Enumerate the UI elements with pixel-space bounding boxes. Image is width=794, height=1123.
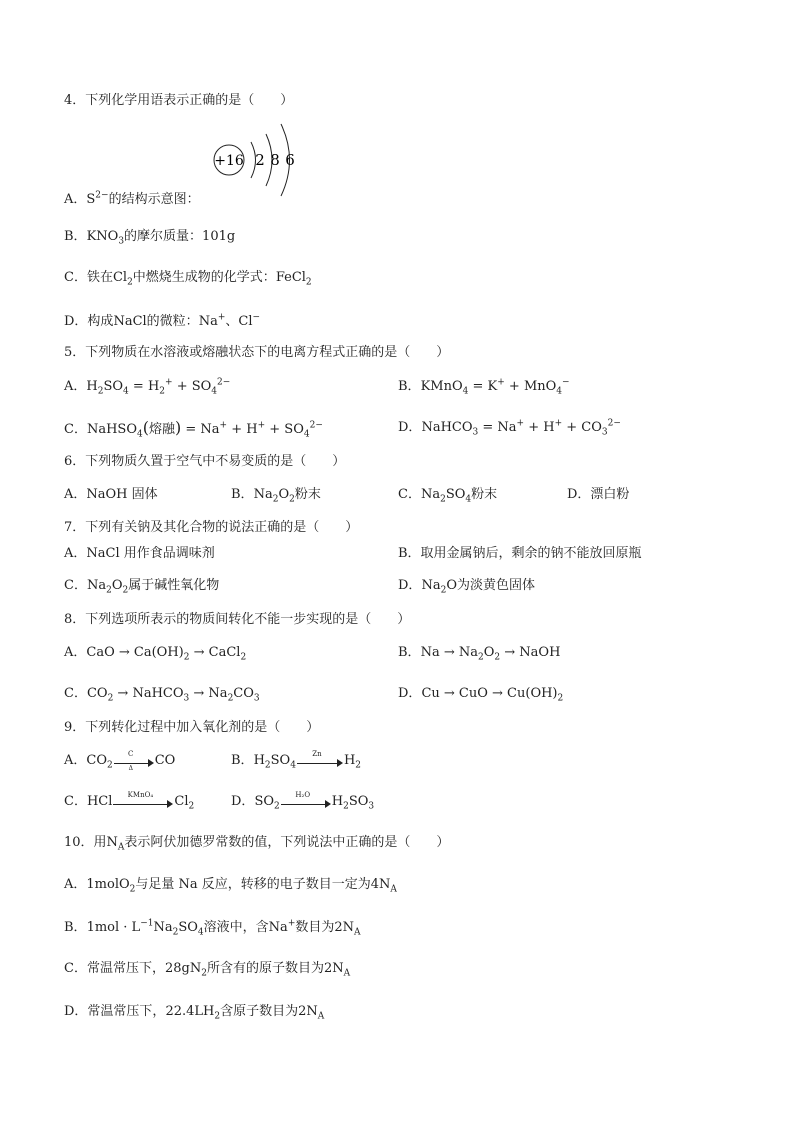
shell-1-electrons: 2	[255, 151, 265, 169]
q4-option-b[interactable]: B．$KNO_3$的摩尔质量：101g	[64, 229, 236, 247]
q5-option-c[interactable]: C．NaHSO$_4$(熔融) = $Na^+ + H^+ + SO_4^{2-}$	[64, 418, 323, 440]
q7-option-c[interactable]: C．$Na_2O_2$属于碱性氧化物	[64, 578, 220, 596]
q5-option-d[interactable]: D．NaHCO$_3$ = $Na^+ + H^+ + CO_3^{2-}$	[398, 418, 621, 438]
q6-option-a[interactable]: A．NaOH 固体	[64, 487, 158, 502]
q4-option-c[interactable]: C．铁在$Cl_2$中燃烧生成物的化学式：FeCl$_2$	[64, 270, 312, 288]
q5-option-a[interactable]: A．$H_2SO_4 = H_2^+ + SO_4^{2-}$	[64, 377, 231, 397]
q9-option-d[interactable]: D．$SO_2$ H₂O $H_2SO_3$	[231, 790, 375, 812]
q9-option-c[interactable]: C．HCl KMnO₄ $Cl_2$	[64, 790, 195, 812]
q6-stem: 6．下列物质久置于空气中不易变质的是（ ）	[64, 454, 346, 469]
q8-stem: 8．下列选项所表示的物质间转化不能一步实现的是（ ）	[64, 612, 411, 627]
nucleus-charge: +16	[214, 153, 244, 169]
q7-option-a[interactable]: A．NaCl 用作食品调味剂	[64, 546, 215, 561]
q8-option-b[interactable]: B．$Na \to Na_2O_2$ → NaOH	[398, 645, 561, 663]
q9-option-b[interactable]: B．$H_2SO_4$ Zn $H_2$	[231, 749, 362, 771]
q7-option-d[interactable]: D．$Na_2O$为淡黄色固体	[398, 578, 535, 596]
q6-option-d[interactable]: D．漂白粉	[567, 487, 630, 502]
q5-option-b[interactable]: B．KMnO$_4$ = K+ + MnO$_4$−	[398, 377, 570, 397]
q8-option-c[interactable]: C．$CO_2$ → NaHCO$_3$ → $Na_2CO_3$	[64, 686, 260, 704]
q4-option-d[interactable]: D．构成NaCl的微粒：Na+、Cl−	[64, 312, 261, 329]
q4-option-a[interactable]: A．$S^{2-}$的结构示意图：	[64, 190, 200, 207]
q10-stem: 10．用$N_A$表示阿伏加德罗常数的值，下列说法中正确的是（ ）	[64, 835, 450, 853]
q4-stem: 4．下列化学用语表示正确的是（ ）	[64, 93, 294, 108]
q8-option-a[interactable]: A．CaO → $Ca(OH)_2$ → CaCl$_2$	[64, 645, 247, 663]
q10-option-c[interactable]: C．常温常压下，$28gN_2$所含有的原子数目为$2N_A$	[64, 961, 351, 979]
q9-stem: 9．下列转化过程中加入氧化剂的是（ ）	[64, 720, 320, 735]
atom-structure-diagram	[208, 118, 308, 198]
shell-2-electrons: 8	[270, 151, 280, 169]
q9-option-a[interactable]: A．$CO_2$ $\frac{C}{\Delta}$ CO	[64, 749, 176, 772]
q8-option-d[interactable]: D．Cu → CuO → $Cu(OH)_2$	[398, 686, 564, 704]
q6-option-c[interactable]: C．$Na_2SO_4$粉末	[398, 487, 498, 505]
shell-3-electrons: 6	[285, 151, 295, 169]
q10-option-a[interactable]: A．1molO$_2$与足量 Na 反应，转移的电子数目一定为$4N_A$	[64, 877, 397, 895]
q6-option-b[interactable]: B．$Na_2O_2$粉末	[231, 487, 321, 505]
q10-option-b[interactable]: B．$1mol \cdot L^{-1}Na_2SO_4$溶液中，含Na+数目为$2N_A$	[64, 918, 361, 938]
q7-option-b[interactable]: B．取用金属钠后，剩余的钠不能放回原瓶	[398, 546, 642, 561]
q10-option-d[interactable]: D．常温常压下，$22.4LH_2$含原子数目为$2N_A$	[64, 1004, 325, 1022]
q5-stem: 5．下列物质在水溶液或熔融状态下的电离方程式正确的是（ ）	[64, 345, 450, 360]
q7-stem: 7．下列有关钠及其化合物的说法正确的是（ ）	[64, 520, 359, 535]
